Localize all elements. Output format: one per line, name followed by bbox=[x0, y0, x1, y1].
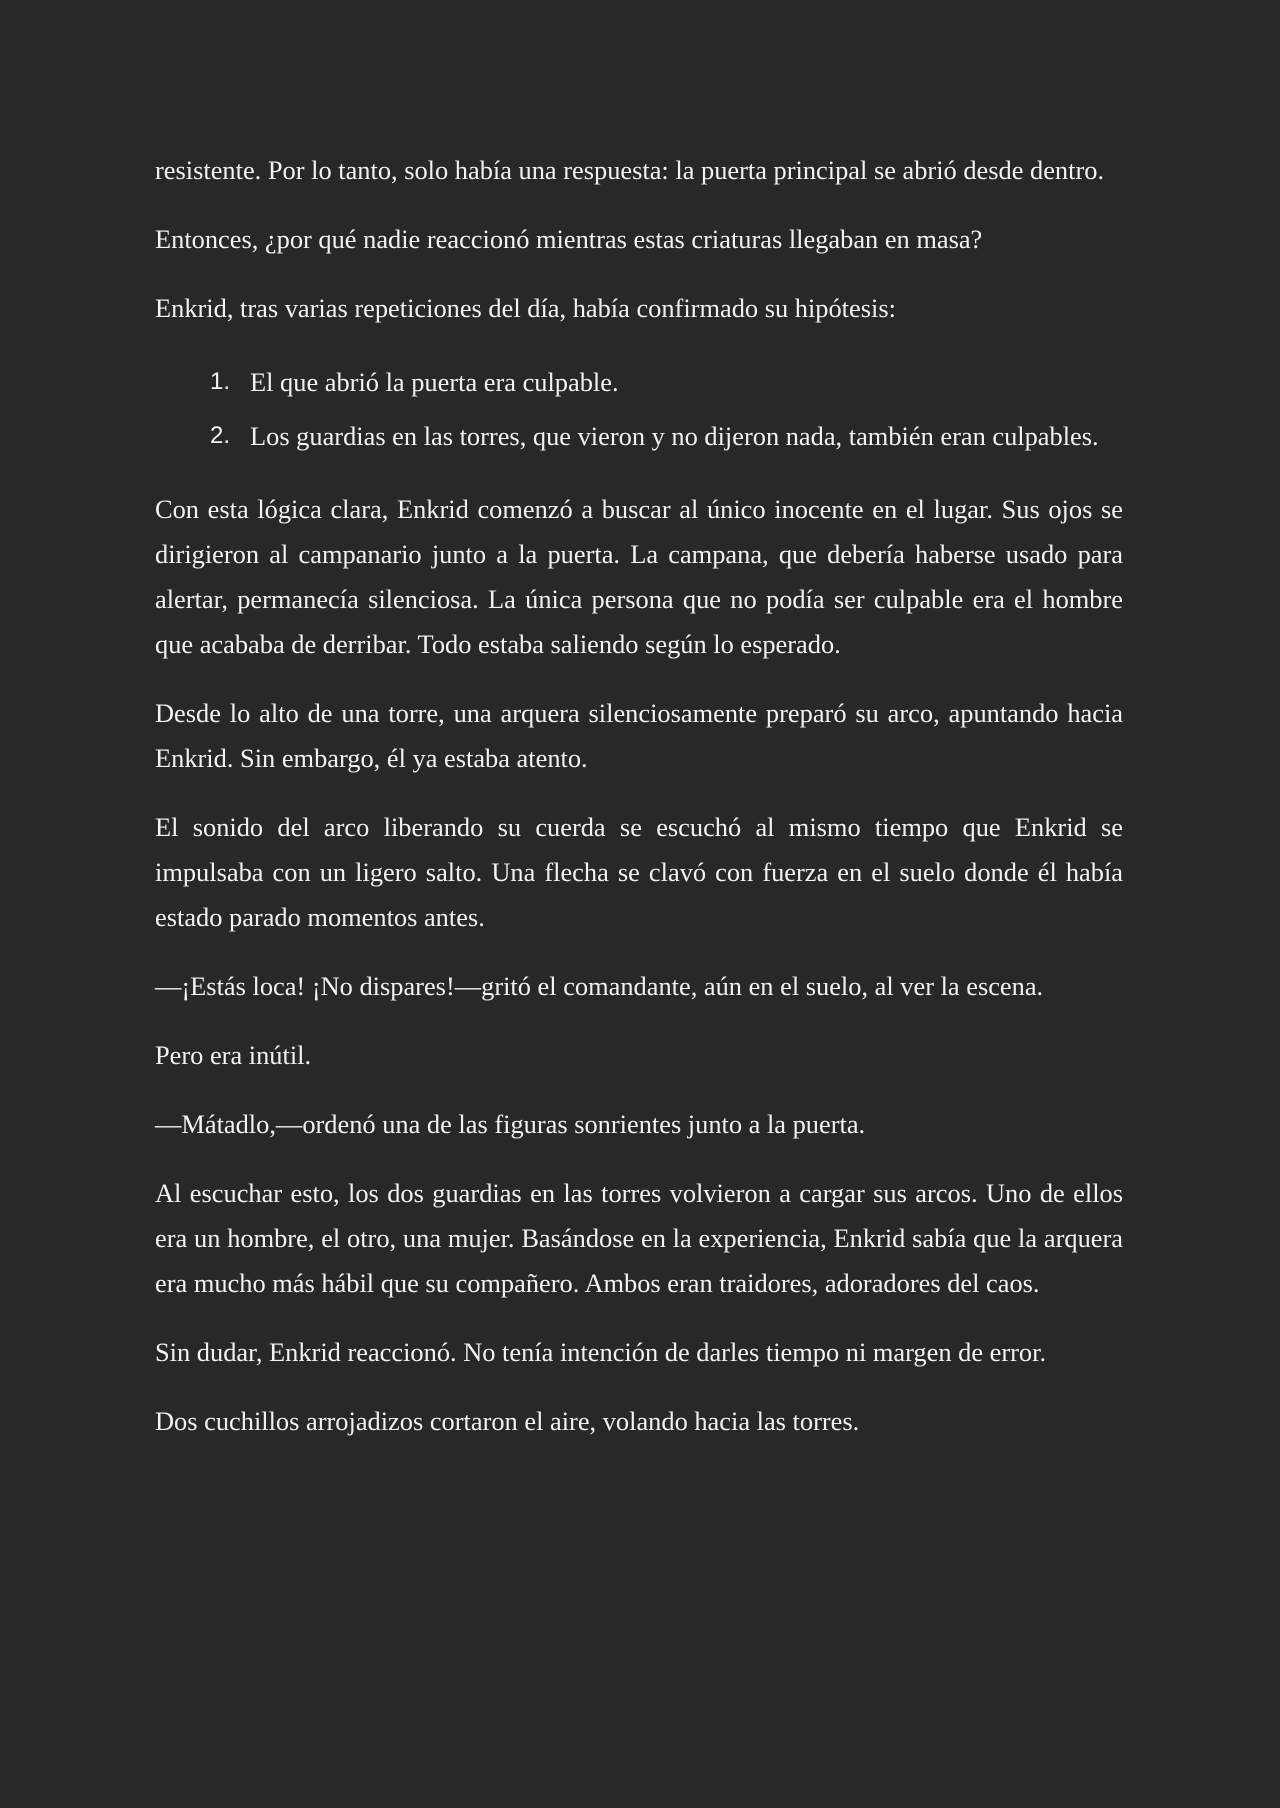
paragraph: Desde lo alto de una torre, una arquera silenciosamente preparó su arco, apuntando hacia Enkrid. Sin embargo, él ya estaba atento. bbox=[155, 698, 1123, 773]
paragraph: —¡Estás loca! ¡No dispares!—gritó el comandante, aún en el suelo, al ver la escena. bbox=[155, 971, 1044, 1001]
chapter-text bbox=[155, 148, 1123, 1468]
paragraph: Dos cuchillos arrojadizos cortaron el aire, volando hacia las torres. bbox=[155, 1406, 860, 1436]
paragraph: Entonces, ¿por qué nadie reaccionó mientras estas criaturas llegaban en masa? bbox=[155, 224, 983, 254]
paragraph: Sin dudar, Enkrid reaccionó. No tenía intención de darles tiempo ni margen de error. bbox=[155, 1337, 1047, 1367]
paragraph: Con esta lógica clara, Enkrid comenzó a buscar al único inocente en el lugar. Sus ojos se dirigieron al campanario junto a la puerta. La campana, que debería haberse usado para alertar, permanecía silenciosa. La única persona que no podía ser culpable era el hombre que acababa de derribar. Todo estaba saliendo según lo esperado. bbox=[155, 494, 1123, 659]
list-item-text: El que abrió la puerta era culpable. bbox=[250, 367, 619, 397]
paragraph: Al escuchar esto, los dos guardias en las torres volvieron a cargar sus arcos. Uno de ellos era un hombre, el otro, una mujer. Basándose en la experiencia, Enkrid sabía que la arquera era mucho más hábil que su compañero. Ambos eran traidores, adoradores del caos. bbox=[155, 1178, 1123, 1298]
numbered-list bbox=[155, 355, 1123, 463]
paragraph: Enkrid, tras varias repeticiones del día, había confirmado su hipótesis: bbox=[155, 293, 896, 323]
list-item bbox=[210, 409, 1123, 463]
paragraph: El sonido del arco liberando su cuerda se escuchó al mismo tiempo que Enkrid se impulsaba con un ligero salto. Una flecha se clavó con fuerza en el suelo donde él había estado parado momentos antes. bbox=[155, 812, 1123, 932]
list-number: 2. bbox=[210, 422, 231, 449]
paragraph: resistente. Por lo tanto, solo había una respuesta: la puerta principal se abrió desde dentro. bbox=[155, 155, 1105, 185]
list-item bbox=[210, 355, 1123, 409]
paragraph: Pero era inútil. bbox=[155, 1040, 312, 1070]
list-item-text: Los guardias en las torres, que vieron y no dijeron nada, también eran culpables. bbox=[250, 421, 1099, 451]
paragraph: —Mátadlo,—ordenó una de las figuras sonrientes junto a la puerta. bbox=[155, 1109, 866, 1139]
list-number: 1. bbox=[210, 368, 231, 395]
